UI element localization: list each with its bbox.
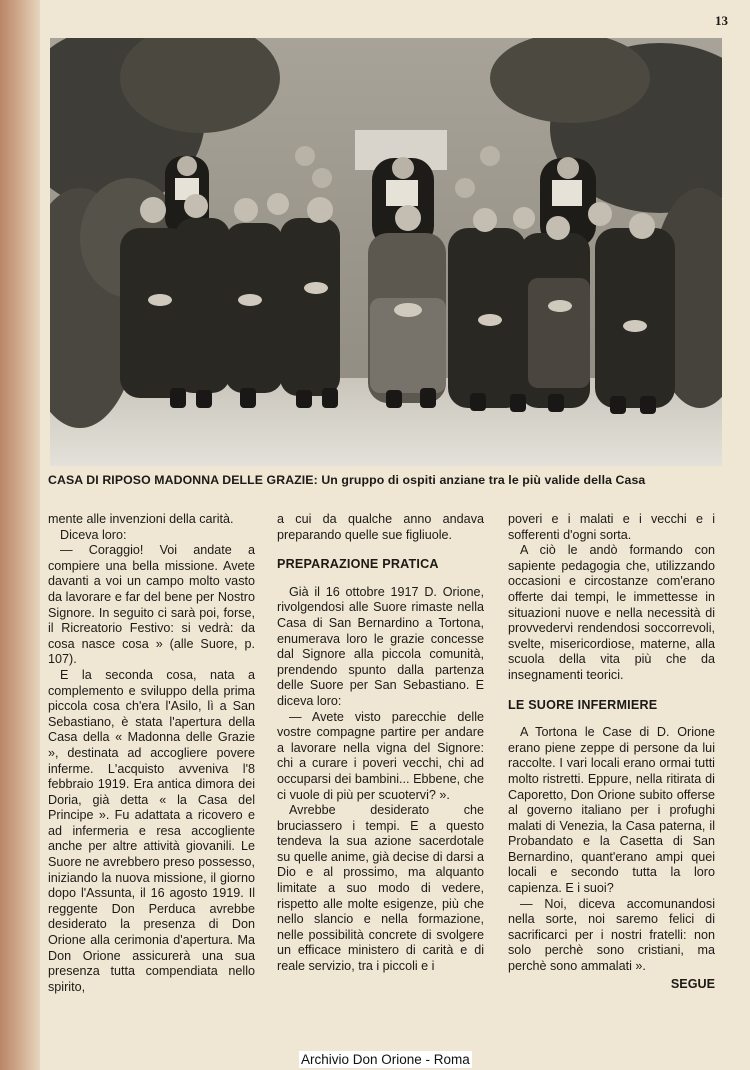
paragraph: mente alle invenzioni della carità. [48,512,234,526]
page-number: 13 [715,13,728,28]
paragraph: a cui da qualche anno andava preparando quelle sue figliuole. [277,512,484,542]
paragraph: E la seconda cosa, nata a complemento e sviluppo della prima piccola cosa ch'era l'Asilo, lì a San Sebastiano, è stata l'apertura della Casa della « Madonna delle Grazie », destinata ad accogliere povere inferme. L'acquisto avveniva l'8 febbraio 1919. Era antica dimora dei Doria, già detta « la Casa del Principe ». Fu adattata a ricovero e ad infermeria e resa accogliente anche per altre attività giovanili. Le Suore ne avrebbero preso possesso, iniziando la nuova missione, il giorno dopo l'Assunta, il 16 agosto 1919. Il reggente Don Perduca avrebbe desiderato la presenza di Don Orione alla cerimonia d'apertura. Ma Don Orione assicurerà una sua presenza tutta compendiata nello spirito, [48,667,255,994]
paragraph: Diceva loro: [60,527,127,542]
column-1 [48,512,255,995]
paragraph: A ciò le andò formando con sapiente pedagogia che, utilizzando occasioni e circostanze com'erano offerte dai tempi, le immettesse in situazioni nuove e nella necessità di provvedervi rendendosi soccorrevoli, svelte, misericordiose, materne, alla scuola della vita più che da insegnamenti teorici. [508,543,715,682]
paragraph: A Tortona le Case di D. Orione erano piene zeppe di persone da lui raccolte. I vari locali erano ormai tutti molto ristretti. Eppure, nella ritirata di Caporetto, Don Orione subito offerse al governo italiano per i profughi malati di Venezia, la Casa paterna, il Probandato e la Casetta di San Bernardino, quant'erano ampi quei locali e secondo tutta la loro capienza. E i suoi? [508,725,715,896]
section-heading: PREPARAZIONE PRATICA [277,557,439,572]
paragraph: — Noi, diceva accomunandosi nella sorte, noi saremo felici di sacrificarci per i nostri fratelli: non solo perchè sono cristiani, ma perchè sono ammalati ». [508,896,715,974]
section-heading: LE SUORE INFERMIERE [508,697,658,712]
paragraph: — Avete visto parecchie delle vostre compagne partire per andare a lavorare nella vigna del Signore: chi a curare i poveri vecchi, chi ad occuparsi dei bambini... Ebbene, che ci vuole di più per scuotervi? ». [277,709,484,802]
group-photo [50,38,722,466]
paragraph: — Coraggio! Voi andate a compiere una bella missione. Avete davanti a voi un campo molto vasto da lavorare e far del bene per Nostro Signore. In seguito ci sarà poi, forse, il Ricreatorio Festivo: si vedrà: da cosa nasce cosa » (alle Suore, p. 107). [48,543,255,667]
paragraph: poveri e i malati e i vecchi e i sofferenti d'ogni sorta. [508,512,715,542]
paragraph: Già il 16 ottobre 1917 D. Orione, rivolgendosi alle Suore rimaste nella Casa di San Bernardino a Tortona, enumerava loro le grazie concesse dal Signore alla piccola comunità, prendendo spunto dalla partenza delle Suore per San Sebastiano. E diceva loro: [277,584,484,708]
photo-caption: CASA DI RIPOSO MADONNA DELLE GRAZIE: Un gruppo di ospiti anziane tra le più valide della Casa [48,473,646,487]
page-binding-edge [0,0,40,1070]
column-3 [508,512,715,992]
continued-marker: SEGUE [670,976,715,991]
column-2 [277,512,484,975]
archive-footer: Archivio Don Orione - Roma [301,1052,470,1067]
paragraph: Avrebbe desiderato che bruciassero i tempi. E a questo tendeva la sua azione sacerdotale su quelle anime, già decise di darsi a Dio e al prossimo, ma alquanto limitate a suo modo di vedere, rispetto alle molte esigenze, più che nello slancio e nella formazione, nelle possibilità concrete di svolgere un efficace ministero di carità e di reale servizio, tra i piccoli e i [277,803,484,974]
